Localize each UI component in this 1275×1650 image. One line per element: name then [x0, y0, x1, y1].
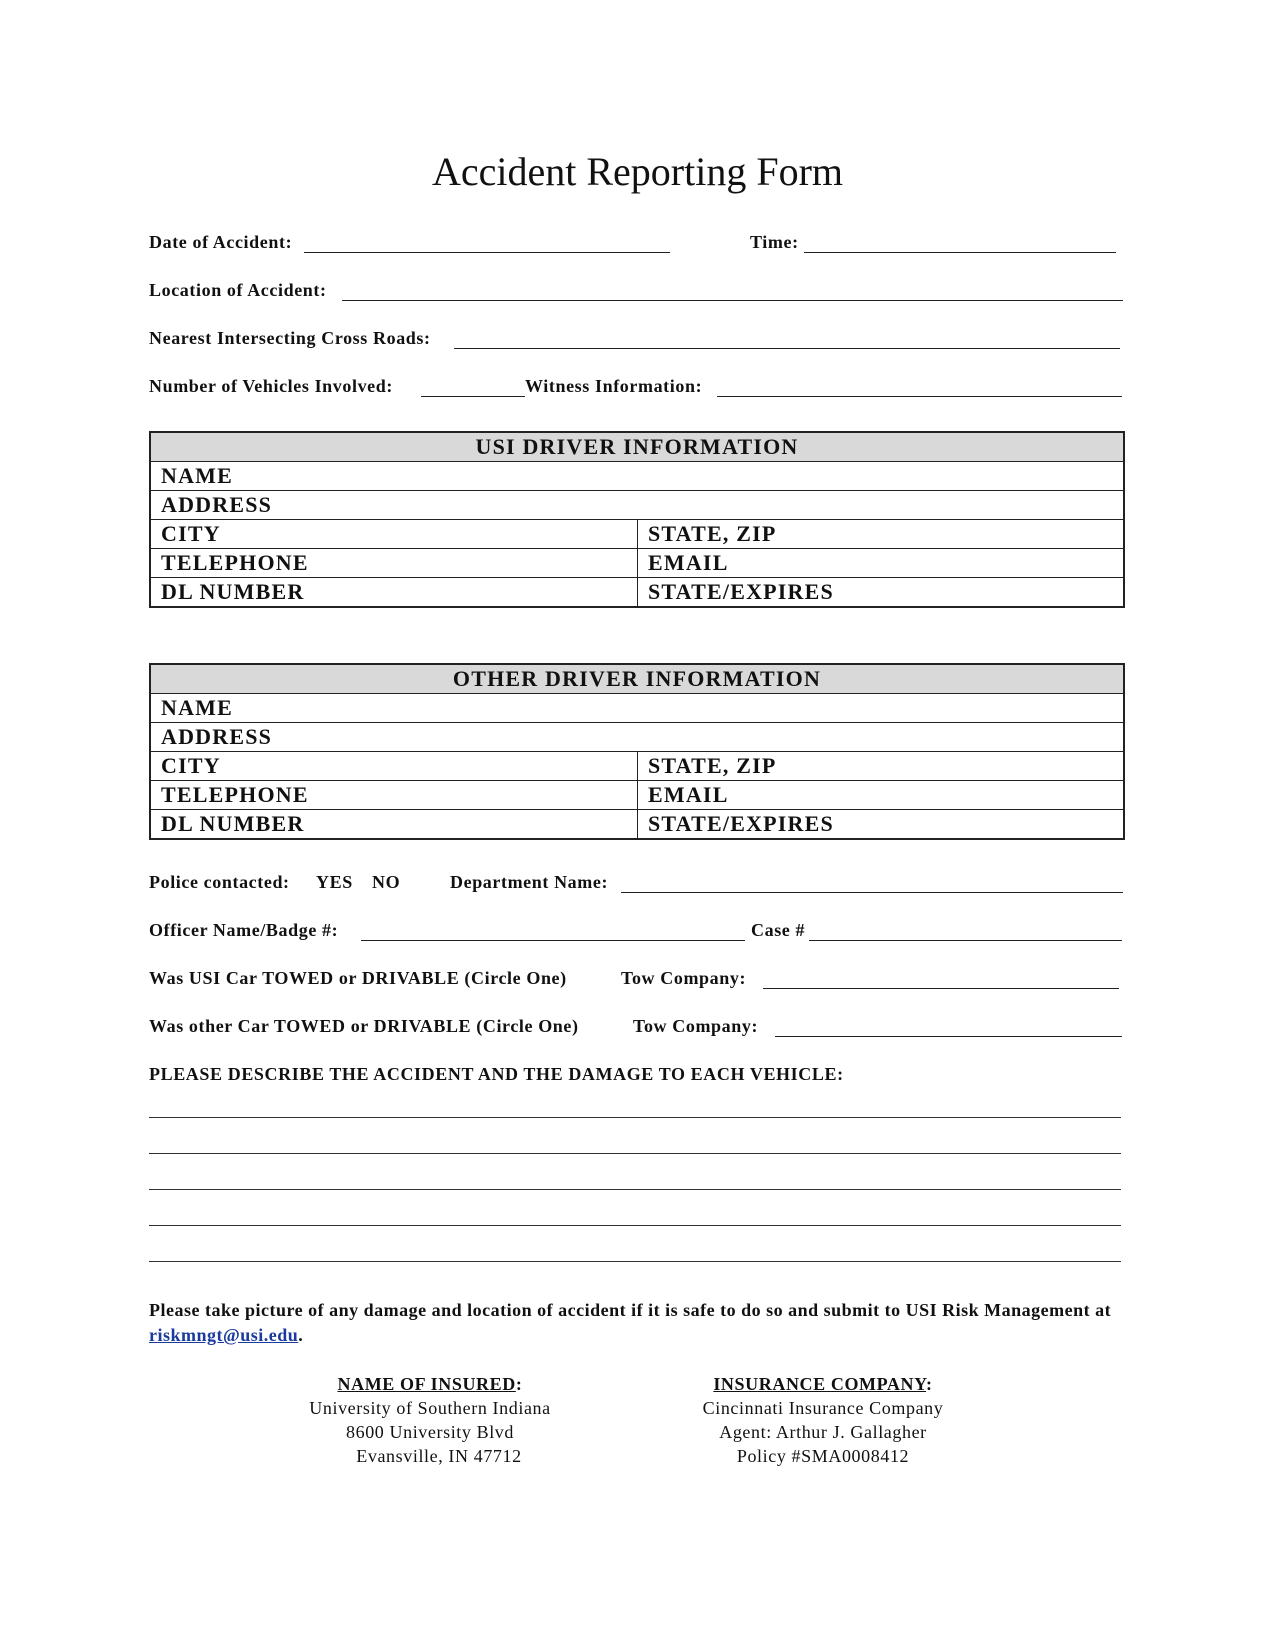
other-driver-email[interactable]: EMAIL: [638, 781, 1125, 810]
page-title: Accident Reporting Form: [431, 149, 844, 194]
insured-line-3: Evansville, IN 47712: [356, 1446, 522, 1466]
officer-label: Officer Name/Badge #:: [149, 920, 339, 940]
date-label: Date of Accident:: [149, 232, 293, 252]
vehicles-field[interactable]: [421, 396, 525, 397]
usi-driver-telephone[interactable]: TELEPHONE: [150, 549, 638, 578]
witness-field[interactable]: [717, 396, 1122, 397]
other-driver-dl-number[interactable]: DL NUMBER: [150, 810, 638, 840]
other-driver-telephone[interactable]: TELEPHONE: [150, 781, 638, 810]
police-yes-option[interactable]: YES: [316, 872, 353, 892]
other-driver-header: OTHER DRIVER INFORMATION: [150, 664, 1124, 694]
other-driver-city[interactable]: CITY: [150, 752, 638, 781]
other-driver-address[interactable]: ADDRESS: [150, 723, 1124, 752]
date-field[interactable]: [304, 252, 670, 253]
usi-car-towed-label: Was USI Car TOWED or DRIVABLE (Circle One): [149, 968, 567, 988]
department-field[interactable]: [621, 892, 1123, 893]
insured-heading: NAME OF INSURED: [337, 1374, 516, 1394]
insurance-heading-colon: :: [926, 1374, 933, 1394]
usi-driver-address[interactable]: ADDRESS: [150, 491, 1124, 520]
insurance-block: [688, 1372, 958, 1468]
insured-line-1: University of Southern Indiana: [309, 1398, 551, 1418]
insured-heading-colon: :: [515, 1374, 523, 1394]
other-driver-state-zip[interactable]: STATE, ZIP: [638, 752, 1125, 781]
other-driver-state-expires[interactable]: STATE/EXPIRES: [638, 810, 1125, 840]
usi-driver-name[interactable]: NAME: [150, 462, 1124, 491]
witness-label: Witness Information:: [525, 376, 703, 396]
officer-field[interactable]: [361, 940, 745, 941]
describe-line-5[interactable]: [149, 1261, 1121, 1262]
note-text: Please take picture of any damage and location of accident if it is safe to do so and submit to USI Risk Management at: [149, 1300, 1112, 1320]
other-driver-table: [149, 663, 1125, 840]
location-label: Location of Accident:: [149, 280, 327, 300]
describe-line-4[interactable]: [149, 1225, 1121, 1226]
time-label: Time:: [750, 232, 799, 252]
case-label: Case #: [751, 920, 806, 940]
describe-line-2[interactable]: [149, 1153, 1121, 1154]
other-tow-company-label: Tow Company:: [633, 1016, 759, 1036]
usi-driver-dl-number[interactable]: DL NUMBER: [150, 578, 638, 608]
usi-driver-table: [149, 431, 1125, 608]
insurance-line-2: Agent: Arthur J. Gallagher: [719, 1422, 927, 1442]
insured-line-2: 8600 University Blvd: [346, 1422, 514, 1442]
submission-note: [149, 1298, 1139, 1348]
usi-driver-state-expires[interactable]: STATE/EXPIRES: [638, 578, 1125, 608]
cross-roads-label: Nearest Intersecting Cross Roads:: [149, 328, 431, 348]
other-tow-company-field[interactable]: [775, 1036, 1122, 1037]
other-driver-name[interactable]: NAME: [150, 694, 1124, 723]
insurance-line-1: Cincinnati Insurance Company: [702, 1398, 944, 1418]
cross-roads-field[interactable]: [454, 348, 1120, 349]
risk-management-email-link[interactable]: riskmngt@usi.edu: [149, 1325, 299, 1345]
insurance-heading: INSURANCE COMPANY: [713, 1374, 927, 1394]
usi-driver-email[interactable]: EMAIL: [638, 549, 1125, 578]
insurance-line-3: Policy #SMA0008412: [736, 1446, 910, 1466]
department-label: Department Name:: [450, 872, 609, 892]
usi-driver-city[interactable]: CITY: [150, 520, 638, 549]
other-car-towed-label: Was other Car TOWED or DRIVABLE (Circle One): [149, 1016, 579, 1036]
usi-tow-company-field[interactable]: [763, 988, 1119, 989]
police-no-option[interactable]: NO: [372, 872, 401, 892]
vehicles-label: Number of Vehicles Involved:: [149, 376, 393, 396]
case-field[interactable]: [809, 940, 1122, 941]
police-contacted-label: Police contacted:: [149, 872, 290, 892]
note-end: .: [298, 1325, 304, 1345]
usi-driver-header: USI DRIVER INFORMATION: [150, 432, 1124, 462]
describe-heading: PLEASE DESCRIBE THE ACCIDENT AND THE DAMAGE TO EACH VEHICLE:: [149, 1064, 844, 1084]
usi-driver-state-zip[interactable]: STATE, ZIP: [638, 520, 1125, 549]
describe-line-3[interactable]: [149, 1189, 1121, 1190]
time-field[interactable]: [804, 252, 1116, 253]
location-field[interactable]: [342, 300, 1123, 301]
insured-block: [305, 1372, 555, 1468]
usi-tow-company-label: Tow Company:: [621, 968, 747, 988]
describe-line-1[interactable]: [149, 1117, 1121, 1118]
